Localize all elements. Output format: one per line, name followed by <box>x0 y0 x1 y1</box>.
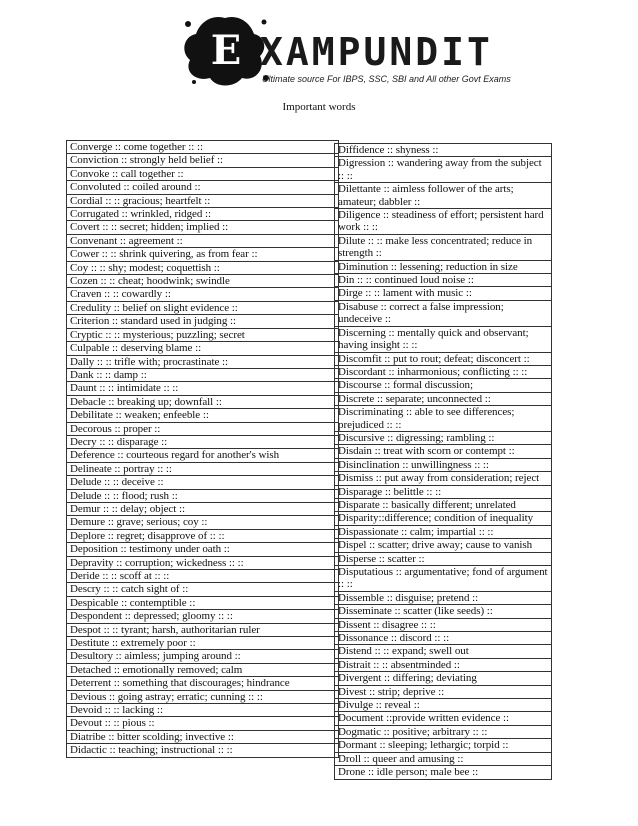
word-entry: Despot :: :: tyrant; harsh, authoritarian ruler <box>67 623 339 636</box>
word-row <box>67 181 339 194</box>
word-row <box>335 552 552 565</box>
word-entry: Diatribe :: bitter scolding; invective :: <box>67 730 339 743</box>
word-entry: Demure :: grave; serious; coy :: <box>67 516 339 529</box>
word-row <box>335 485 552 498</box>
word-entry: Culpable :: deserving blame :: <box>67 342 339 355</box>
word-row <box>335 766 552 779</box>
word-row <box>67 449 339 462</box>
word-entry: Disparate :: basically different; unrelated <box>335 498 552 511</box>
word-row <box>335 752 552 765</box>
word-entry: Debilitate :: weaken; enfeeble :: <box>67 409 339 422</box>
word-entry: Discrete :: separate; unconnected :: <box>335 392 552 405</box>
word-entry: Dally :: :: trifle with; procrastinate :: <box>67 355 339 368</box>
header <box>0 0 638 100</box>
word-entry: Destitute :: extremely poor :: <box>67 637 339 650</box>
word-entry: Dispassionate :: calm; impartial :: :: <box>335 525 552 538</box>
word-row <box>335 525 552 538</box>
word-entry: Devoid :: :: lacking :: <box>67 704 339 717</box>
right-word-table <box>334 143 552 780</box>
word-row <box>67 422 339 435</box>
word-entry: Disdain :: treat with scorn or contempt :: <box>335 445 552 458</box>
word-entry: Document ::provide written evidence :: <box>335 712 552 725</box>
word-entry: Credulity :: belief on slight evidence :: <box>67 301 339 314</box>
word-row <box>67 476 339 489</box>
word-row <box>67 717 339 730</box>
word-entry: Din :: :: continued loud noise :: <box>335 274 552 287</box>
word-entry: Daunt :: :: intimidate :: :: <box>67 382 339 395</box>
word-row <box>67 315 339 328</box>
word-entry: Diligence :: steadiness of effort; persistent hard work :: :: <box>335 209 552 235</box>
word-entry: Delineate :: portray :: :: <box>67 462 339 475</box>
word-row <box>335 632 552 645</box>
word-row <box>67 556 339 569</box>
word-entry: Coy :: :: shy; modest; coquettish :: <box>67 261 339 274</box>
word-row <box>67 502 339 515</box>
word-entry: Disparity::difference; condition of inequality <box>335 512 552 525</box>
word-row <box>67 355 339 368</box>
word-entry: Drone :: idle person; male bee :: <box>335 766 552 779</box>
word-entry: Diminution :: lessening; reduction in size <box>335 260 552 273</box>
word-entry: Divest :: strip; deprive :: <box>335 685 552 698</box>
word-row <box>67 382 339 395</box>
word-row <box>67 570 339 583</box>
word-entry: Dissent :: disagree :: :: <box>335 618 552 631</box>
word-row <box>67 395 339 408</box>
word-row <box>335 365 552 378</box>
word-row <box>335 512 552 525</box>
word-entry: Convoluted :: coiled around :: <box>67 181 339 194</box>
word-row <box>67 154 339 167</box>
word-row <box>335 326 552 352</box>
word-row <box>67 583 339 596</box>
word-entry: Decry :: :: disparage :: <box>67 435 339 448</box>
word-entry: Divergent :: differing; deviating <box>335 672 552 685</box>
word-entry: Despondent :: depressed; gloomy :: :: <box>67 610 339 623</box>
word-entry: Demur :: :: delay; object :: <box>67 502 339 515</box>
word-entry: Disseminate :: scatter (like seeds) :: <box>335 605 552 618</box>
word-entry: Delude :: :: flood; rush :: <box>67 489 339 502</box>
word-row <box>335 458 552 471</box>
word-row <box>67 435 339 448</box>
word-row <box>67 690 339 703</box>
word-entry: Covert :: :: secret; hidden; implied :: <box>67 221 339 234</box>
word-row <box>67 261 339 274</box>
word-entry: Disinclination :: unwillingness :: :: <box>335 458 552 471</box>
word-row <box>335 645 552 658</box>
word-row <box>335 431 552 444</box>
word-row <box>335 725 552 738</box>
word-row <box>67 275 339 288</box>
word-entry: Conviction :: strongly held belief :: <box>67 154 339 167</box>
word-row <box>67 596 339 609</box>
word-row <box>335 352 552 365</box>
word-entry: Discursive :: digressing; rambling :: <box>335 431 552 444</box>
word-row <box>67 409 339 422</box>
word-row <box>335 591 552 604</box>
logo-tagline: Ultimate source For IBPS, SSC, SBI and All other Govt Exams <box>262 74 511 84</box>
word-row <box>335 605 552 618</box>
word-row <box>67 543 339 556</box>
word-entry: Detached :: emotionally removed; calm <box>67 663 339 676</box>
word-row <box>67 167 339 180</box>
word-entry: Cozen :: :: cheat; hoodwink; swindle <box>67 275 339 288</box>
page-title: Important words <box>282 101 356 113</box>
ink-splash-icon <box>180 12 270 88</box>
word-entry: Divulge :: reveal :: <box>335 699 552 712</box>
word-entry: Digression :: wandering away from the subject :: :: <box>335 157 552 183</box>
word-row <box>67 610 339 623</box>
word-entry: Converge :: come together :: :: <box>67 141 339 154</box>
word-entry: Cordial :: :: gracious; heartfelt :: <box>67 194 339 207</box>
word-row <box>335 739 552 752</box>
word-row <box>67 288 339 301</box>
word-row <box>67 529 339 542</box>
word-row <box>335 566 552 592</box>
word-row <box>67 677 339 690</box>
word-row <box>67 516 339 529</box>
word-entry: Dissemble :: disguise; pretend :: <box>335 591 552 604</box>
word-row <box>67 234 339 247</box>
word-row <box>335 618 552 631</box>
word-row <box>335 712 552 725</box>
word-row <box>335 379 552 392</box>
word-entry: Disputatious :: argumentative; fond of argument :: :: <box>335 566 552 592</box>
word-entry: Dirge :: :: lament with music :: <box>335 287 552 300</box>
word-entry: Delude :: :: deceive :: <box>67 476 339 489</box>
word-row <box>335 672 552 685</box>
word-entry: Discordant :: inharmonious; conflicting :: :: <box>335 365 552 378</box>
word-entry: Dilute :: :: make less concentrated; reduce in strength :: <box>335 234 552 260</box>
word-entry: Cower :: :: shrink quivering, as from fear :: <box>67 248 339 261</box>
word-entry: Craven :: :: cowardly :: <box>67 288 339 301</box>
word-row <box>335 392 552 405</box>
word-row <box>335 274 552 287</box>
word-row <box>335 699 552 712</box>
word-entry: Diffidence :: shyness :: <box>335 144 552 157</box>
word-entry: Criterion :: standard used in judging :: <box>67 315 339 328</box>
word-row <box>335 183 552 209</box>
word-entry: Distrait :: :: absentminded :: <box>335 658 552 671</box>
word-row <box>67 730 339 743</box>
word-row <box>67 301 339 314</box>
word-entry: Cryptic :: :: mysterious; puzzling; secret <box>67 328 339 341</box>
word-entry: Convoke :: call together :: <box>67 167 339 180</box>
word-row <box>335 209 552 235</box>
word-row <box>335 472 552 485</box>
word-row <box>67 208 339 221</box>
word-row <box>335 234 552 260</box>
word-entry: Dispel :: scatter; drive away; cause to vanish <box>335 539 552 552</box>
word-row <box>67 489 339 502</box>
word-entry: Deference :: courteous regard for another's wish <box>67 449 339 462</box>
word-entry: Deterrent :: something that discourages; hindrance <box>67 677 339 690</box>
word-entry: Droll :: queer and amusing :: <box>335 752 552 765</box>
word-entry: Disparage :: belittle :: :: <box>335 485 552 498</box>
word-entry: Convenant :: agreement :: <box>67 234 339 247</box>
word-row <box>335 406 552 432</box>
word-row <box>67 623 339 636</box>
word-entry: Discriminating :: able to see differences; prejudiced :: :: <box>335 406 552 432</box>
word-entry: Despicable :: contemptible :: <box>67 596 339 609</box>
word-entry: Depravity :: corruption; wickedness :: :: <box>67 556 339 569</box>
word-row <box>335 445 552 458</box>
word-entry: Didactic :: teaching; instructional :: :: <box>67 744 339 757</box>
word-row <box>335 144 552 157</box>
word-row <box>67 194 339 207</box>
word-entry: Disperse :: scatter :: <box>335 552 552 565</box>
word-row <box>67 663 339 676</box>
word-entry: Deplore :: regret; disapprove of :: :: <box>67 529 339 542</box>
word-row <box>67 462 339 475</box>
word-row <box>67 141 339 154</box>
word-entry: Debacle :: breaking up; downfall :: <box>67 395 339 408</box>
word-row <box>67 704 339 717</box>
word-row <box>335 260 552 273</box>
logo-wordmark: XAMPUNDIT <box>260 30 493 74</box>
logo-letter: E <box>210 27 242 74</box>
word-entry: Deride :: :: scoff at :: :: <box>67 570 339 583</box>
word-row <box>67 650 339 663</box>
word-row <box>67 368 339 381</box>
word-entry: Discomfit :: put to rout; defeat; disconcert :: <box>335 352 552 365</box>
word-entry: Dismiss :: put away from consideration; reject <box>335 472 552 485</box>
word-row <box>67 221 339 234</box>
word-entry: Dank :: :: damp :: <box>67 368 339 381</box>
word-entry: Discerning :: mentally quick and observant; having insight :: :: <box>335 326 552 352</box>
word-row <box>67 248 339 261</box>
word-row <box>335 300 552 326</box>
word-entry: Decorous :: proper :: <box>67 422 339 435</box>
word-entry: Dogmatic :: positive; arbitrary :: :: <box>335 725 552 738</box>
word-entry: Disabuse :: correct a false impression; undeceive :: <box>335 300 552 326</box>
word-row <box>335 498 552 511</box>
word-row <box>335 157 552 183</box>
word-entry: Discourse :: formal discussion; <box>335 379 552 392</box>
word-row <box>67 637 339 650</box>
word-entry: Desultory :: aimless; jumping around :: <box>67 650 339 663</box>
word-entry: Deposition :: testimony under oath :: <box>67 543 339 556</box>
word-entry: Dilettante :: aimless follower of the arts; amateur; dabbler :: <box>335 183 552 209</box>
word-entry: Distend :: :: expand; swell out <box>335 645 552 658</box>
word-entry: Descry :: :: catch sight of :: <box>67 583 339 596</box>
word-entry: Dissonance :: discord :: :: <box>335 632 552 645</box>
exampundit-logo <box>180 12 511 88</box>
word-row <box>67 744 339 757</box>
word-entry: Corrugated :: wrinkled, ridged :: <box>67 208 339 221</box>
word-entry: Devout :: :: pious :: <box>67 717 339 730</box>
word-row <box>67 342 339 355</box>
word-entry: Devious :: going astray; erratic; cunning :: :: <box>67 690 339 703</box>
word-row <box>335 658 552 671</box>
word-row <box>335 685 552 698</box>
word-entry: Dormant :: sleeping; lethargic; torpid :: <box>335 739 552 752</box>
word-row <box>335 287 552 300</box>
left-word-table <box>66 140 339 758</box>
word-row <box>67 328 339 341</box>
word-row <box>335 539 552 552</box>
